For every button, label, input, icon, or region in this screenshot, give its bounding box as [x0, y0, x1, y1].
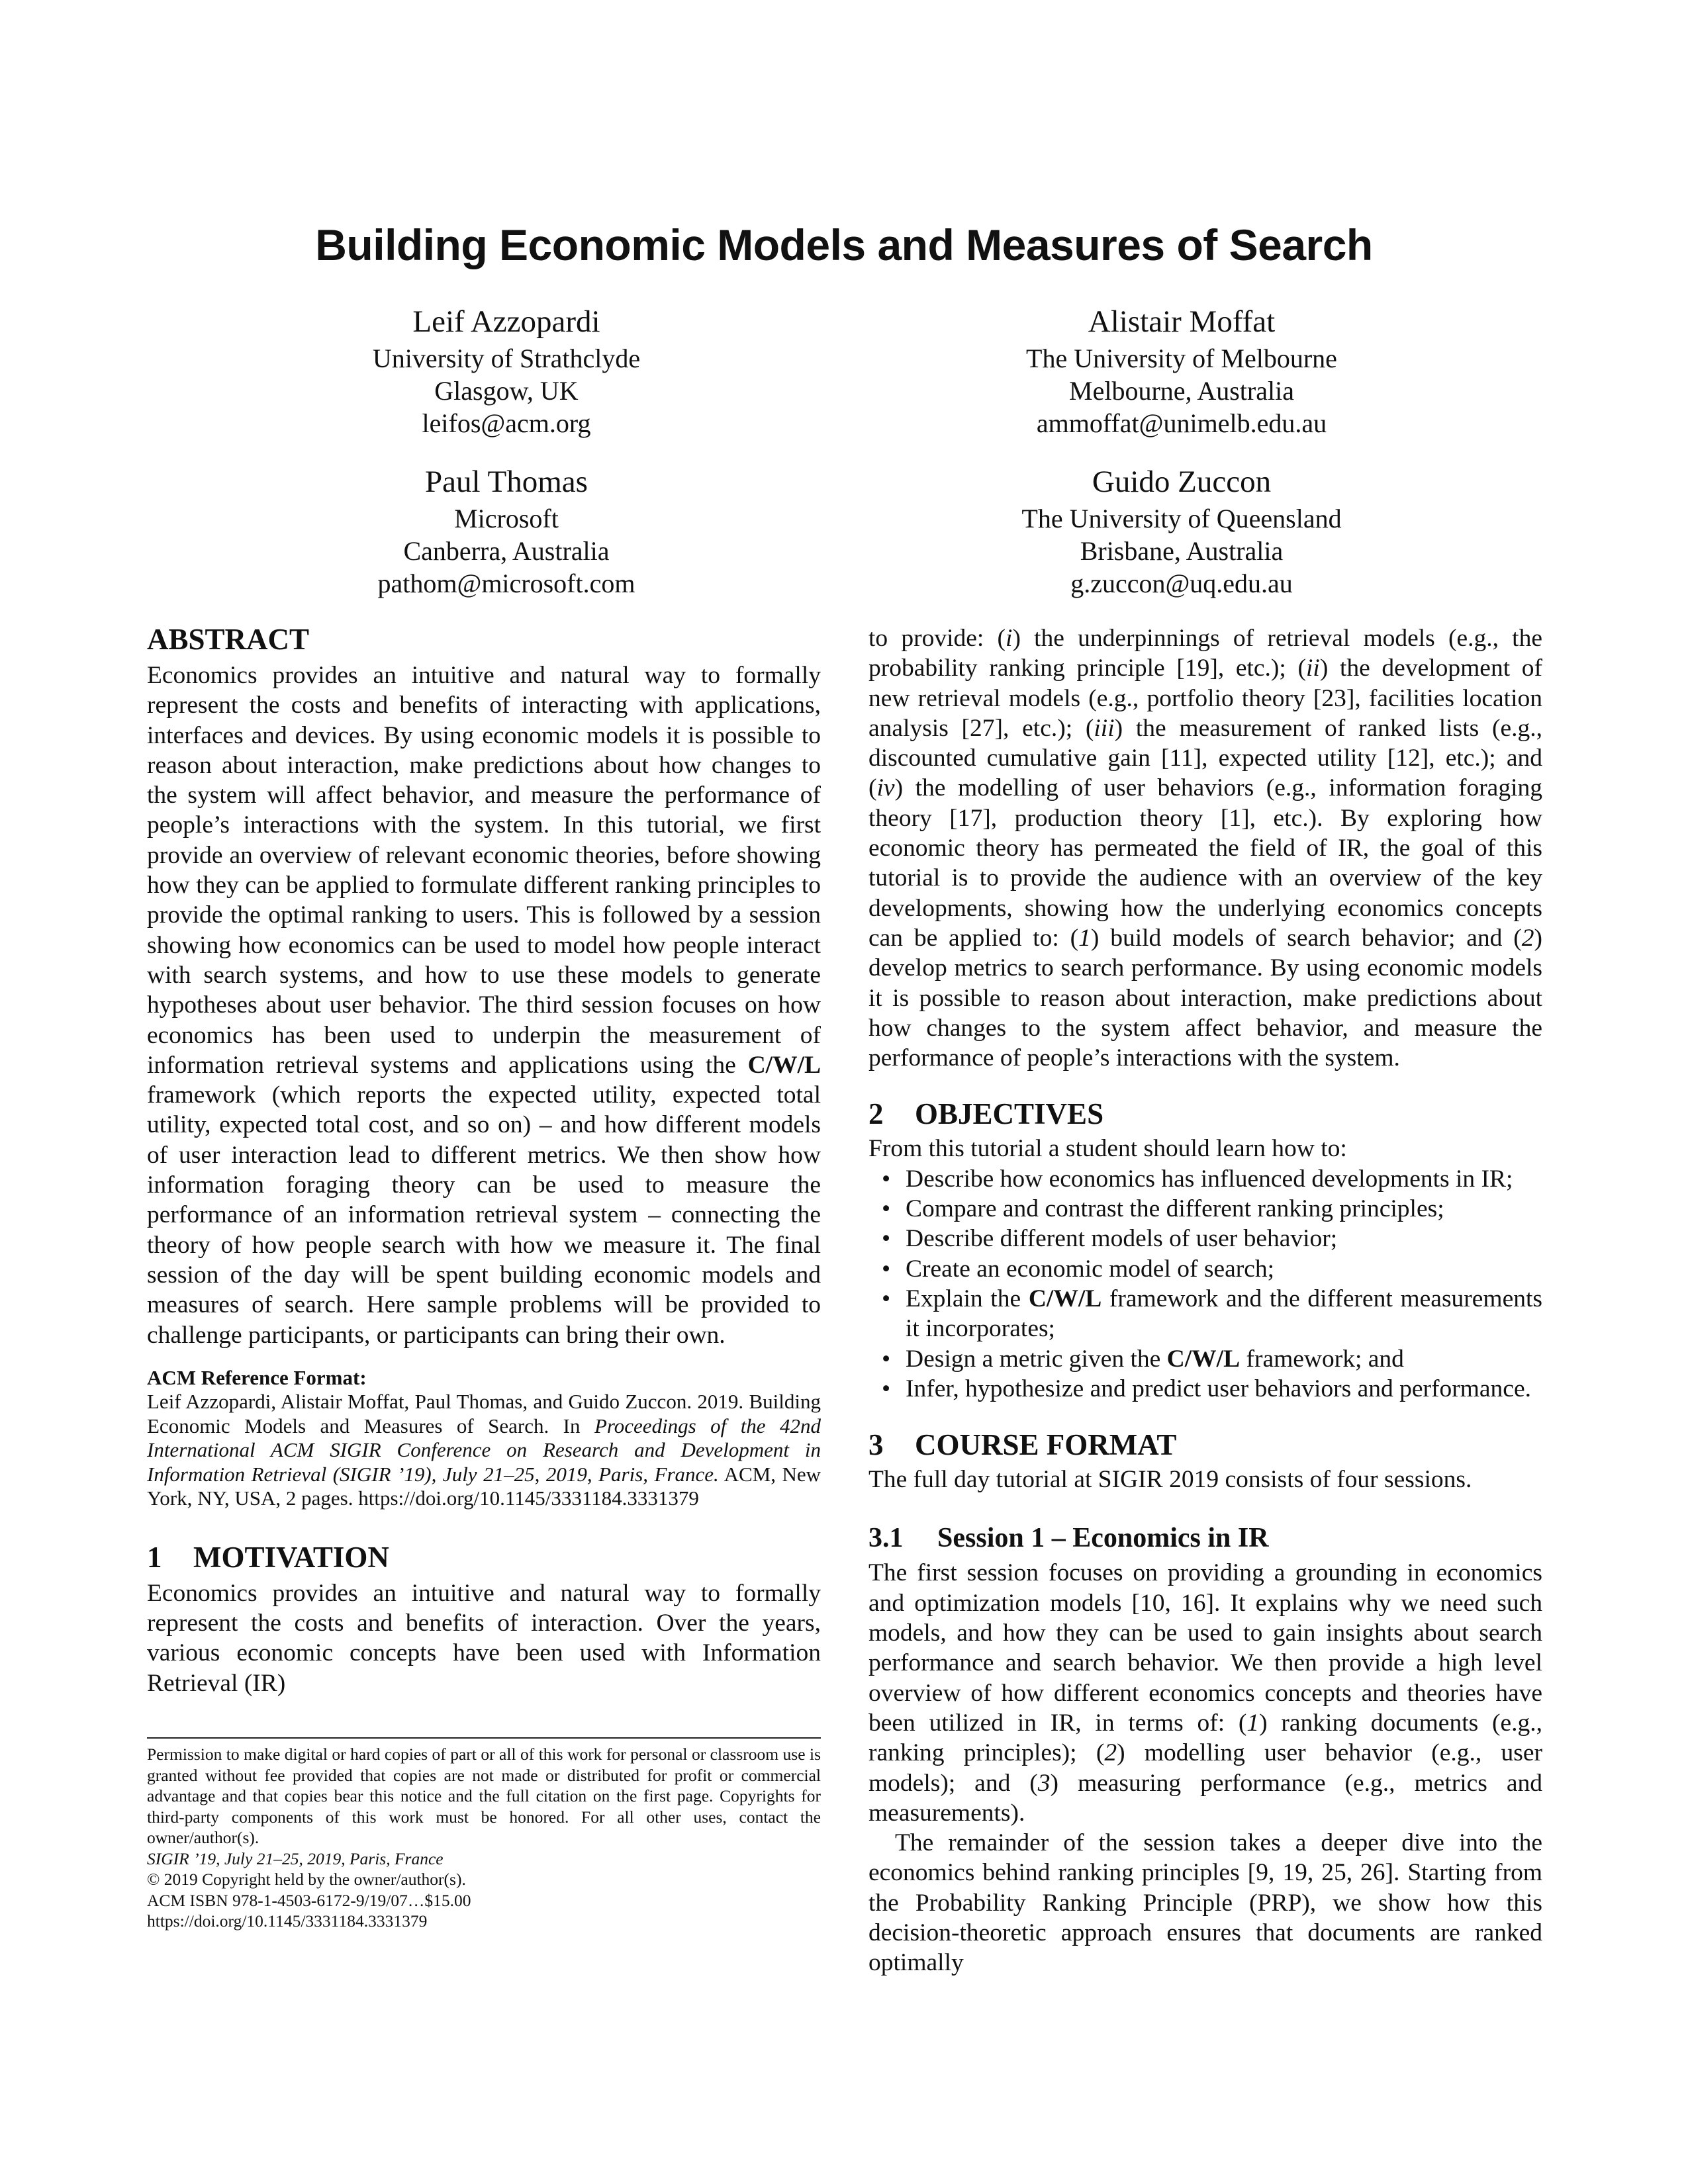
bullet-icon: •	[882, 1345, 891, 1373]
list-item: • Create an economic model of search;	[868, 1254, 1542, 1284]
isbn-line: ACM ISBN 978-1-4503-6172-9/19/07…$15.00	[147, 1890, 471, 1910]
objectives-list	[868, 1164, 1542, 1404]
author-name: Leif Azzopardi	[412, 304, 600, 339]
author-name: Alistair Moffat	[1088, 304, 1276, 339]
author-affiliation: University of Strathclyde	[372, 343, 641, 373]
acm-reference-heading: ACM Reference Format:	[147, 1365, 367, 1389]
doi-line[interactable]: https://doi.org/10.1145/3331184.3331379	[147, 1911, 428, 1931]
bullet-icon: •	[882, 1375, 891, 1402]
author-email[interactable]: g.zuccon@uq.edu.au	[1070, 569, 1293, 598]
session1-text: The first session focuses on providing a grounding in economics and optimization models [10, 16]. It explains why we need such models, and how they can be used to gain insights about search performance and search behavior. We then provide a high level overview of how different economics concepts and theories have been utilized in IR, in terms of: (1) ranking documents (e.g., ranking principles); (2) modelling user behavior (e.g., user models); and (3) measuring performance (e.g., metrics and measurements).	[868, 1559, 1542, 1827]
author-affiliation: The University of Queensland	[1021, 504, 1342, 533]
session1-text-continued: The remainder of the session takes a deeper dive into the economics behind ranking principles [9, 19, 25, 26]. Starting from the Probability Ranking Principle (PRP), we show how this decision-theoretic approach ensures that documents are ranked optimally	[868, 1829, 1542, 1977]
permission-text: Permission to make digital or hard copies of part or all of this work for personal or classroom use is granted without fee provided that copies are not made or distributed for profit or commercial advantage and that copies bear this notice and the full citation on the first page. Copyrights for third-party components of this work must be honored. For all other uses, contact the owner/author(s).	[147, 1745, 821, 1847]
objectives-intro: From this tutorial a student should learn how to:	[868, 1135, 1347, 1163]
bullet-icon: •	[882, 1195, 891, 1223]
author-block	[884, 461, 1479, 600]
bullet-icon: •	[882, 1285, 891, 1312]
permission-footnote	[147, 1737, 821, 1932]
bullet-icon: •	[882, 1165, 891, 1193]
author-name: Paul Thomas	[425, 465, 588, 499]
motivation-text: Economics provides an intuitive and natural way to formally represent the costs and benefits of interaction. Over the years, various economic concepts have been used with Information Retrieval (IR)	[147, 1579, 821, 1697]
author-location: Canberra, Australia	[403, 536, 610, 566]
list-item: • Explain the C/W/L framework and the different measurements it incorporates;	[882, 1285, 1542, 1343]
bullet-icon: •	[882, 1225, 891, 1253]
section-course-format-heading: 3 COURSE FORMAT	[868, 1428, 1177, 1462]
motivation-continued: to provide: (i) the underpinnings of retrieval models (e.g., the probability ranking principle [19], etc.); (ii) the development of new retrieval models (e.g., portfolio theory [23], facilities location analysis [27], etc.); (iii) the measurement of ranked lists (e.g., discounted cumulative gain [11], expected utility [12], etc.); and (iv) the modelling of user behaviors (e.g., information foraging theory [17], production theory [1], etc.). By exploring how economic theory has permeated the field of IR, the goal of this tutorial is to provide the audience with an overview of the key developments, showing how the underlying economics concepts can be applied to: (1) build models of search behavior; and (2) develop metrics to search performance. By using economic models it is possible to reason about interaction, make predictions about how changes to the system affect behavior, and measure the performance of people’s interactions with the system.	[868, 625, 1543, 1072]
author-location: Glasgow, UK	[434, 376, 579, 406]
cwl-label: C/W/L	[1028, 1285, 1102, 1312]
author-location: Melbourne, Australia	[1069, 376, 1294, 406]
author-affiliation: Microsoft	[454, 504, 559, 533]
bullet-icon: •	[882, 1255, 891, 1283]
right-column	[868, 623, 1542, 1978]
list-item: • Describe different models of user behavior;	[868, 1224, 1542, 1253]
left-column	[147, 622, 821, 1698]
author-email[interactable]: ammoffat@unimelb.edu.au	[1036, 408, 1327, 438]
section-objectives-heading: 2 OBJECTIVES	[868, 1097, 1104, 1131]
course-format-text: The full day tutorial at SIGIR 2019 consists of four sessions.	[868, 1466, 1472, 1494]
list-item: • Describe how economics has influenced developments in IR;	[868, 1164, 1542, 1194]
author-block	[209, 461, 804, 600]
author-email[interactable]: pathom@microsoft.com	[377, 569, 635, 598]
section-motivation-heading: 1 MOTIVATION	[147, 1540, 389, 1574]
acm-reference-text: Leif Azzopardi, Alistair Moffat, Paul Thomas, and Guido Zuccon. 2019. Building Economic Models and Measures of Search. In Proceedings of the 42nd International ACM SIGIR Conference on Research and Development in Information Retrieval (SIGIR ’19), July 21–25, 2019, Paris, France. ACM, New York, NY, USA, 2 pages. https://doi.org/10.1145/3331184.3331379	[147, 1390, 821, 1510]
author-location: Brisbane, Australia	[1080, 536, 1284, 566]
author-block	[209, 301, 804, 439]
author-block	[884, 301, 1479, 439]
list-item: • Compare and contrast the different ranking principles;	[868, 1194, 1542, 1224]
author-name: Guido Zuccon	[1092, 465, 1272, 499]
section-session1-heading: 3.1 Session 1 – Economics in IR	[868, 1523, 1269, 1554]
author-affiliation: The University of Melbourne	[1026, 343, 1337, 373]
cwl-label: C/W/L	[747, 1051, 821, 1079]
list-item: • Design a metric given the C/W/L framework; and	[868, 1344, 1542, 1374]
author-email[interactable]: leifos@acm.org	[422, 408, 591, 438]
cwl-label: C/W/L	[1166, 1345, 1241, 1373]
paper-title: Building Economic Models and Measures of Search	[315, 220, 1373, 269]
abstract-heading: ABSTRACT	[147, 623, 310, 656]
conference-line: SIGIR ’19, July 21–25, 2019, Paris, France	[147, 1848, 444, 1868]
acm-reference	[147, 1366, 821, 1511]
list-item: • Infer, hypothesize and predict user behaviors and performance.	[868, 1374, 1542, 1404]
abstract-text: Economics provides an intuitive and natural way to formally represent the costs and benefits of interacting with applications, interfaces and devices. By using economic models it is possible to reason about interaction, make predictions about how changes to the system will affect behavior, and measure the performance of people’s interactions with the system. In this tutorial, we first provide an overview of relevant economic theories, before showing how they can be applied to formulate different ranking principles to provide the optimal ranking to users. This is followed by a session showing how economics can be used to model how people interact with search systems, and how to use these models to generate hypotheses about user behavior. The third session focuses on how economics has been used to underpin the measurement of information retrieval systems and applications using the C/W/L framework (which reports the expected utility, expected total utility, expected total cost, and so on) – and how different models of user interaction lead to different metrics. We then show how information foraging theory can be used to measure the performance of an information retrieval system – connecting the theory of how people search with how we measure it. The final session of the day will be spent building economic models and measures of search. Here sample problems will be provided to challenge participants, or participants can bring their own.	[147, 662, 821, 1349]
copyright-line: © 2019 Copyright held by the owner/author(s).	[147, 1870, 466, 1889]
